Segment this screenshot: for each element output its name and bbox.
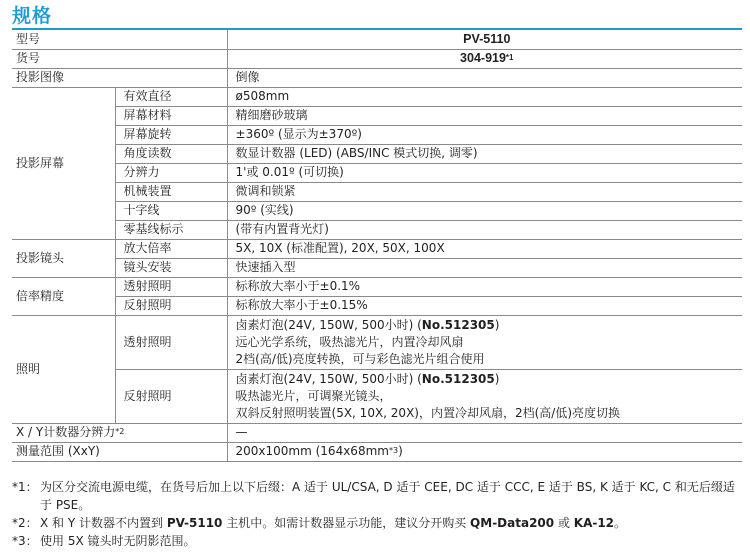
screen-item-value: 精细磨砂玻璃 xyxy=(227,106,742,125)
lens-item-label: 镜头安装 xyxy=(115,258,227,277)
row-model xyxy=(12,30,742,49)
illumination-reflected-label: 反射照明 xyxy=(115,369,227,423)
illumination-text: 卤素灯泡(24V, 150W, 500小时) ( xyxy=(235,371,422,386)
screen-item-value: (带有内置背光灯) xyxy=(227,220,742,239)
footnote-model: PV-5110 xyxy=(166,516,223,530)
illumination-line xyxy=(236,371,739,388)
illumination-line: 吸热滤光片，可调聚光镜头， xyxy=(235,388,392,403)
illumination-line: 双斜反射照明装置(5X, 10X, 20X)，内置冷却风扇，2档(高/低)亮度切换 xyxy=(235,405,621,420)
row-order-no xyxy=(12,49,742,68)
footnote-segment: 或 xyxy=(554,516,574,530)
accuracy-item-value: 标称放大率小于±0.15% xyxy=(227,296,742,315)
model-label: 型号 xyxy=(12,30,227,49)
accuracy-item-label: 反射照明 xyxy=(115,296,227,315)
illumination-category: 照明 xyxy=(12,315,115,423)
screen-item-value: 90º (实线) xyxy=(227,201,742,220)
footnote-mark: *2： xyxy=(12,516,38,530)
order-no-value xyxy=(227,49,742,68)
footnote-1 xyxy=(12,478,742,514)
row-lens-magnification xyxy=(12,239,742,258)
footnote-text: 为区分交流电源电缆，在货号后加上以下后缀：A 适于 UL/CSA, D 适于 CEE, DC 适于 CCC, E 适于 BS, K 适于 KC, C 和无后缀适于 PSE。 xyxy=(40,480,735,512)
footnote-segment: 主机中。如需计数器显示功能，建议分开购买 xyxy=(222,516,471,530)
order-no-label: 货号 xyxy=(12,49,227,68)
footnote-3 xyxy=(12,532,742,550)
accuracy-item-value: 标称放大率小于±0.1% xyxy=(227,277,742,296)
row-screen-resolution xyxy=(12,163,742,182)
footnote-product: KA-12 xyxy=(573,516,615,530)
illumination-line xyxy=(236,317,739,334)
range-mark: *3 xyxy=(388,446,399,455)
screen-item-value: ø508mm xyxy=(227,87,742,106)
lens-item-label: 放大倍率 xyxy=(115,239,227,258)
illumination-transmitted-value xyxy=(227,315,742,369)
spec-table xyxy=(12,30,742,462)
screen-item-value: 微调和锁紧 xyxy=(227,182,742,201)
screen-item-label: 十字线 xyxy=(115,201,227,220)
footnote-text xyxy=(40,514,742,532)
lens-item-value: 5X, 10X (标准配置), 20X, 50X, 100X xyxy=(227,239,742,258)
image-label: 投影图像 xyxy=(12,68,227,87)
illumination-text: ) xyxy=(494,371,500,386)
illumination-text: 卤素灯泡(24V, 150W, 500小时) ( xyxy=(235,317,422,332)
range-value xyxy=(227,442,742,461)
order-no-mark: *1 xyxy=(505,53,514,62)
footnote-segment: 。 xyxy=(614,516,627,530)
illumination-reflected-value xyxy=(227,369,742,423)
row-screen-material xyxy=(12,106,742,125)
row-screen-diameter xyxy=(12,87,742,106)
range-label: 测量范围 (XxY) xyxy=(12,442,227,461)
row-screen-crosshair xyxy=(12,201,742,220)
screen-item-label: 有效直径 xyxy=(115,87,227,106)
counter-mark: *2 xyxy=(115,427,125,436)
row-accuracy-reflected xyxy=(12,296,742,315)
screen-item-label: 屏幕材料 xyxy=(115,106,227,125)
illumination-transmitted-label: 透射照明 xyxy=(115,315,227,369)
bulb-part-number: No.512305 xyxy=(421,371,495,386)
row-counter-resolution xyxy=(12,423,742,442)
screen-item-label: 零基线标示 xyxy=(115,220,227,239)
counter-label-text: X / Y计数器分辨力 xyxy=(16,425,116,439)
model-value: PV-5110 xyxy=(227,30,742,49)
row-measuring-range xyxy=(12,442,742,461)
counter-label xyxy=(12,423,227,442)
screen-item-value: 数显计数器 (LED) (ABS/INC 模式切换, 调零) xyxy=(227,144,742,163)
lens-item-value: 快速插入型 xyxy=(227,258,742,277)
screen-category: 投影屏幕 xyxy=(12,87,115,239)
screen-item-label: 屏幕旋转 xyxy=(115,125,227,144)
accuracy-category: 倍率精度 xyxy=(12,277,115,315)
range-text-end: ) xyxy=(398,444,403,458)
row-screen-zero-line xyxy=(12,220,742,239)
row-lens-mount xyxy=(12,258,742,277)
row-accuracy-transmitted xyxy=(12,277,742,296)
screen-item-value: ±360º (显示为±370º) xyxy=(227,125,742,144)
footnote-text: 使用 5X 镜头时无阴影范围。 xyxy=(40,534,196,548)
accuracy-item-label: 透射照明 xyxy=(115,277,227,296)
row-image xyxy=(12,68,742,87)
lens-category: 投影镜头 xyxy=(12,239,115,277)
bulb-part-number: No.512305 xyxy=(421,317,495,332)
page-title: 规格 xyxy=(12,5,53,27)
row-screen-rotation xyxy=(12,125,742,144)
screen-item-label: 角度读数 xyxy=(115,144,227,163)
illumination-line: 远心光学系统，吸热滤光片，内置冷却风扇 xyxy=(235,334,464,349)
footnote-2 xyxy=(12,514,742,532)
footnote-product: QM-Data200 xyxy=(470,516,555,530)
row-illumination-transmitted xyxy=(12,315,742,369)
row-screen-angle xyxy=(12,144,742,163)
order-no-text: 304-919 xyxy=(460,51,506,65)
footnote-segment: X 和 Y 计数器不内置到 xyxy=(40,516,167,530)
image-value: 倒像 xyxy=(227,68,742,87)
row-screen-mechanism xyxy=(12,182,742,201)
footnotes xyxy=(12,478,742,550)
range-text: 200x100mm (164x68mm xyxy=(235,444,389,458)
counter-value: — xyxy=(227,423,742,442)
screen-item-label: 分辨力 xyxy=(115,163,227,182)
screen-item-value: 1'或 0.01º (可切换) xyxy=(227,163,742,182)
row-illumination-reflected xyxy=(12,369,742,423)
illumination-text: ) xyxy=(494,317,500,332)
screen-item-label: 机械装置 xyxy=(115,182,227,201)
footnote-mark: *1： xyxy=(12,480,38,494)
footnote-mark: *3： xyxy=(12,534,38,548)
illumination-line: 2档(高/低)亮度转换，可与彩色滤光片组合使用 xyxy=(235,351,485,366)
